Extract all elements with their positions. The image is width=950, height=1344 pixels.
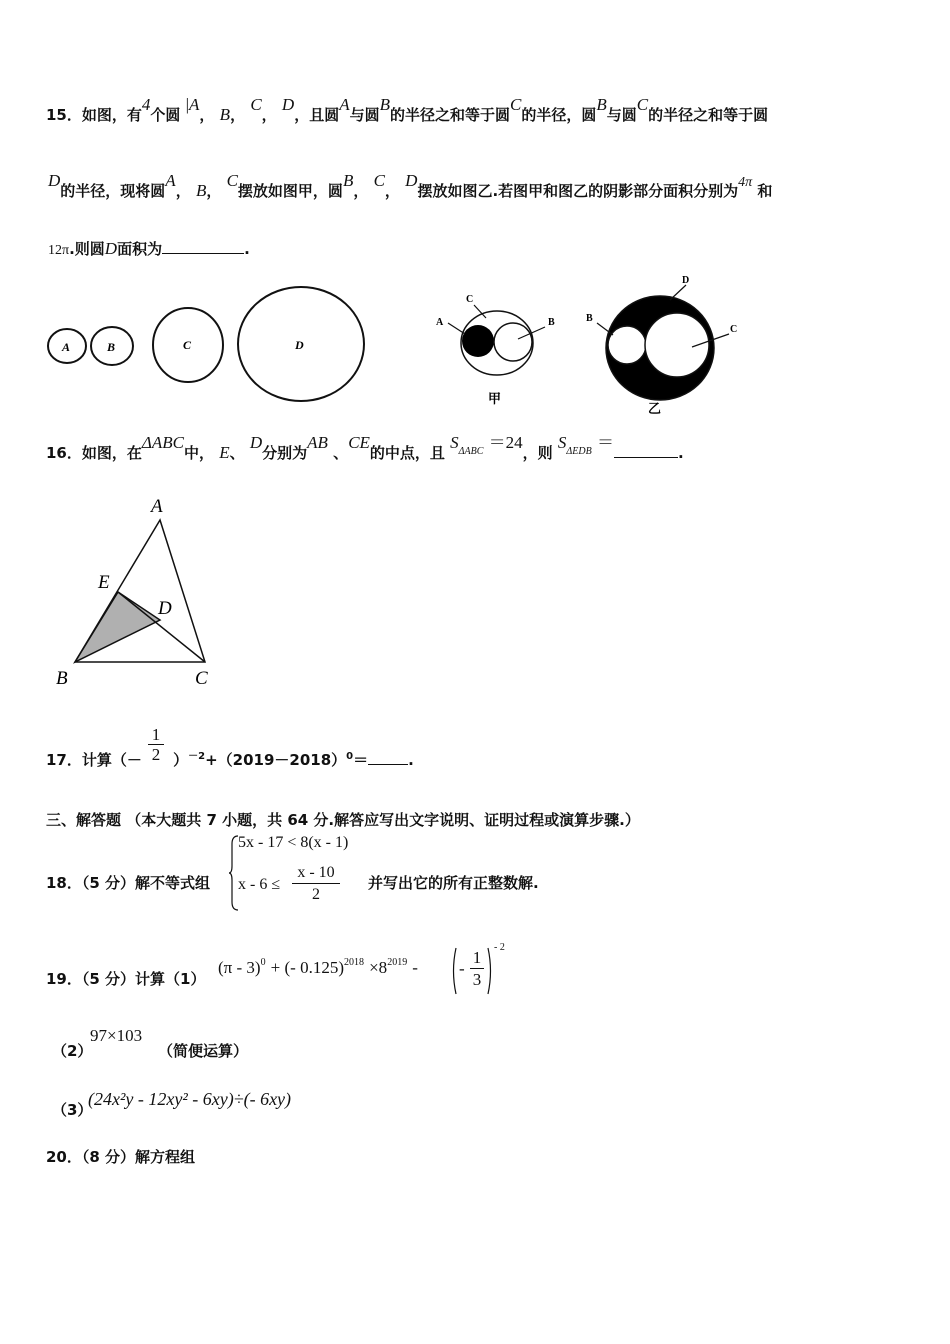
q18-tail: 并写出它的所有正整数解. — [368, 874, 539, 892]
q17-fraction: 1 2 — [148, 726, 164, 765]
svg-text:A: A — [436, 317, 444, 328]
svg-text:B: B — [107, 340, 116, 354]
section-3-heading: 三、解答题 （本大题共 7 小题，共 64 分.解答应写出文字说明、证明过程或演算步骤.） — [46, 811, 640, 829]
q16-answer-blank[interactable] — [614, 457, 678, 458]
svg-text:甲: 甲 — [488, 392, 502, 407]
q18-label: 18．（5 分）解不等式组 — [46, 874, 211, 892]
q19-sub3-expr: (24x²y - 12xy² - 6xy)÷(- 6xy) — [88, 1089, 292, 1109]
q19-line1: 19．（5 分）计算（1） — [46, 970, 206, 988]
q16-figure — [40, 492, 240, 692]
q15-answer-blank[interactable] — [162, 253, 244, 254]
figure-yi — [586, 275, 737, 417]
figure-jia — [436, 294, 555, 407]
q16-line: 16．如图，在ΔABC中， E、 D分别为AB 、CE的中点，且 $S^{\Delta ABC} =24$，则 $S^{\Delta EDB}$ ＝. — [46, 433, 684, 462]
label-c: C — [195, 668, 208, 689]
label-a: A — [151, 496, 163, 517]
circle-d — [238, 287, 364, 401]
q19-paren-fraction: - 1 3 - 2 — [450, 946, 510, 1000]
svg-text:B: B — [586, 313, 593, 324]
q17-answer-blank[interactable] — [368, 764, 408, 765]
svg-text:C: C — [183, 338, 192, 352]
label-e: E — [98, 572, 110, 593]
circle-c — [153, 308, 223, 382]
shaded-triangle-edb — [75, 592, 160, 662]
q18-system: 5x - 17 < 8(x - 1) x - 6 ≤ x - 10 2 — [228, 834, 368, 912]
label-b: B — [56, 668, 68, 689]
q15-line3: 12π.则圆D面积为 . — [48, 239, 250, 258]
svg-text:D: D — [295, 338, 304, 352]
svg-text:B: B — [548, 317, 555, 328]
q19-sub2: （2） — [52, 1042, 93, 1060]
svg-text:A: A — [62, 340, 71, 354]
q19-sub3: （3） — [52, 1101, 93, 1119]
svg-text:C: C — [466, 294, 474, 305]
q15-figure — [0, 275, 950, 425]
circle-b — [91, 327, 133, 365]
q20-line: 20．（8 分）解方程组 — [46, 1148, 196, 1166]
q19-sub2-note: （简便运算） — [158, 1042, 249, 1060]
svg-text:乙: 乙 — [648, 402, 662, 417]
q15-line2: D的半径，现将圆A， B， C摆放如图甲，圆B， C， D摆放如图乙.若图甲和图乙的阴影部分面积分别为4π 和 — [48, 171, 773, 200]
svg-text:D: D — [682, 275, 690, 286]
circle-a — [48, 329, 86, 363]
q19-expr1: (π - 3)$^0$ + (- $0.125)^{2018} \times 8^{2019}$ - — [218, 957, 418, 977]
q19-sub2-expr: 97×103 — [90, 1026, 143, 1045]
q17-line: 17．计算（－ 1 2 ）$^{-2}+(2019-2018)^0=$ . — [46, 725, 414, 769]
label-d: D — [158, 598, 172, 619]
q15-line1: 15．如图，有4个圆 |A， B， C， D，且圆A与圆B的半径之和等于圆C的半径，圆B与圆C的半径之和等于圆 — [46, 95, 769, 124]
svg-text:C: C — [730, 324, 738, 335]
